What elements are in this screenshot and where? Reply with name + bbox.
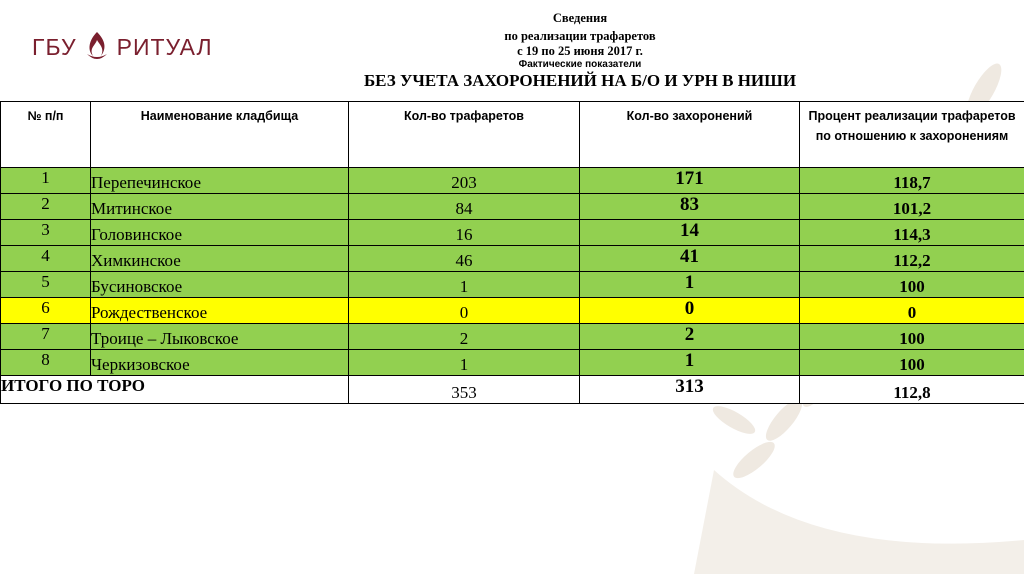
table-row — [1, 220, 1024, 246]
cell-percent: 0 — [800, 298, 1024, 324]
cell-burials: 1 — [580, 350, 800, 376]
total-stencils: 353 — [349, 376, 580, 404]
cell-stencils: 203 — [349, 168, 580, 194]
table-row — [1, 168, 1024, 194]
stencil-report-table — [0, 101, 1024, 404]
total-burials: 313 — [580, 376, 800, 404]
cell-burials: 0 — [580, 298, 800, 324]
col-header-name: Наименование кладбища — [91, 102, 349, 168]
cell-num: 6 — [1, 298, 91, 324]
cell-num: 3 — [1, 220, 91, 246]
cell-burials: 2 — [580, 324, 800, 350]
cell-name: Перепечинское — [91, 168, 349, 194]
cell-name: Троице – Лыковское — [91, 324, 349, 350]
table-row — [1, 272, 1024, 298]
cell-name: Черкизовское — [91, 350, 349, 376]
col-header-burials: Кол-во захоронений — [580, 102, 800, 168]
cell-percent: 114,3 — [800, 220, 1024, 246]
cell-num: 2 — [1, 194, 91, 220]
header-line-4: Фактические показатели — [518, 59, 642, 70]
logo-text-left: ГБУ — [32, 33, 77, 60]
logo — [32, 27, 213, 67]
cell-name: Химкинское — [91, 246, 349, 272]
header-line-5: БЕЗ УЧЕТА ЗАХОРОНЕНИЙ НА Б/О И УРН В НИШИ — [363, 71, 797, 90]
cell-burials: 14 — [580, 220, 800, 246]
cell-percent: 100 — [800, 272, 1024, 298]
table-row — [1, 246, 1024, 272]
total-label: ИТОГО ПО ТОРО — [1, 376, 349, 404]
table-row — [1, 350, 1024, 376]
cell-num: 5 — [1, 272, 91, 298]
cell-stencils: 2 — [349, 324, 580, 350]
cell-stencils: 46 — [349, 246, 580, 272]
table-header-row — [1, 102, 1024, 168]
header-line-3: с 19 по 25 июня 2017 г. — [517, 44, 643, 58]
cell-stencils: 84 — [349, 194, 580, 220]
cell-num: 8 — [1, 350, 91, 376]
header-title — [330, 11, 830, 91]
col-header-num: № п/п — [1, 102, 91, 168]
col-header-percent: Процент реализации трафаретов по отношению к захоронениям — [800, 102, 1024, 168]
total-percent: 112,8 — [800, 376, 1024, 404]
cell-percent: 100 — [800, 324, 1024, 350]
cell-burials: 171 — [580, 168, 800, 194]
table-row — [1, 194, 1024, 220]
cell-name: Головинское — [91, 220, 349, 246]
cell-percent: 112,2 — [800, 246, 1024, 272]
cell-stencils: 1 — [349, 350, 580, 376]
cell-percent: 100 — [800, 350, 1024, 376]
cell-burials: 41 — [580, 246, 800, 272]
flame-icon — [83, 30, 111, 64]
cell-percent: 101,2 — [800, 194, 1024, 220]
col-header-stencils: Кол-во трафаретов — [349, 102, 580, 168]
cell-num: 4 — [1, 246, 91, 272]
header-line-1: Сведения — [552, 11, 608, 25]
cell-percent: 118,7 — [800, 168, 1024, 194]
cell-burials: 83 — [580, 194, 800, 220]
header-line-2: по реализации трафаретов — [504, 29, 656, 43]
table-row — [1, 324, 1024, 350]
cell-stencils: 0 — [349, 298, 580, 324]
cell-name: Митинское — [91, 194, 349, 220]
cell-num: 7 — [1, 324, 91, 350]
cell-stencils: 16 — [349, 220, 580, 246]
table-row-highlighted — [1, 298, 1024, 324]
cell-burials: 1 — [580, 272, 800, 298]
cell-name: Бусиновское — [91, 272, 349, 298]
cell-stencils: 1 — [349, 272, 580, 298]
cell-name: Рождественское — [91, 298, 349, 324]
cell-num: 1 — [1, 168, 91, 194]
logo-text-right: РИТУАЛ — [116, 33, 213, 60]
table-total-row — [1, 376, 1024, 404]
